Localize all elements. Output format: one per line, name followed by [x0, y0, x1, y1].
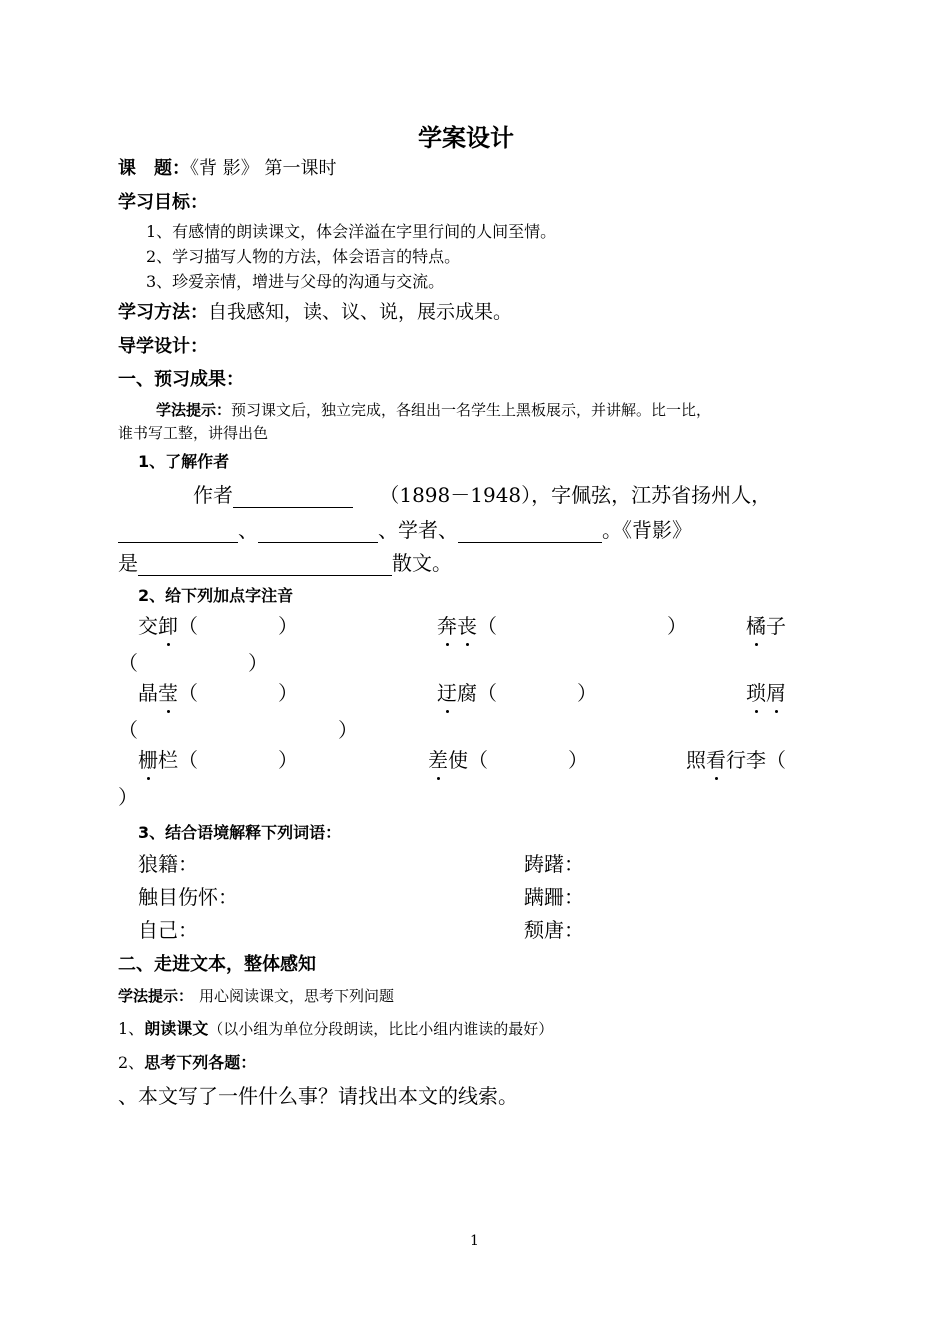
- sep: 、学者、: [378, 518, 458, 542]
- tip-text: 预习课文后，独立完成，各组出一名学生上黑板展示，并讲解。比一比，: [231, 401, 712, 419]
- sub1-heading: 1、了解作者: [138, 452, 230, 471]
- open-paren: （: [178, 748, 198, 772]
- word-char: 腐: [457, 681, 477, 705]
- section2-item1: [118, 1016, 553, 1039]
- answer-space[interactable]: [198, 619, 278, 639]
- pinyin-wrap: [118, 781, 138, 810]
- method-value: 自我感知，读、议、说，展示成果。: [208, 301, 513, 323]
- pinyin-item: [686, 744, 786, 773]
- author-line-3: [118, 547, 452, 576]
- author-name-blank[interactable]: [233, 487, 353, 508]
- term: 踌躇：: [524, 852, 584, 876]
- is-label: 是: [118, 551, 138, 575]
- genre-blank[interactable]: [138, 555, 392, 576]
- word-char: 使: [448, 748, 468, 772]
- pinyin-item: [746, 677, 786, 706]
- word-char: 照: [686, 748, 706, 772]
- answer-space[interactable]: [488, 753, 568, 773]
- item-num: 2、: [118, 1053, 145, 1072]
- method-line: [118, 297, 512, 324]
- section1-heading: 一、预习成果：: [118, 369, 244, 390]
- term: 蹒跚：: [524, 885, 584, 909]
- dotted-char: 丧: [457, 610, 477, 639]
- item-bold: 思考下列各题：: [144, 1053, 257, 1072]
- term: 自己：: [138, 918, 198, 942]
- author-label: 作者: [193, 483, 233, 507]
- open-paren: （: [178, 681, 198, 705]
- tip-label: 学法提示：: [156, 401, 232, 419]
- author-line-1: [193, 479, 771, 508]
- goal-item: 1、有感情的朗读课文，体会洋溢在字里行间的人间至情。: [146, 222, 557, 241]
- dotted-char: 栅: [138, 744, 158, 773]
- pinyin-item: [437, 610, 687, 639]
- open-paren: （: [118, 651, 138, 675]
- word-char: 子: [766, 614, 786, 638]
- term: 触目伤怀：: [138, 885, 238, 909]
- sub2-heading: 2、给下列加点字注音: [138, 586, 294, 605]
- page-number: 1: [470, 1233, 479, 1249]
- answer-space[interactable]: [138, 656, 248, 676]
- pinyin-item: [437, 677, 597, 706]
- section2-tip: [118, 985, 394, 1006]
- open-paren: （: [477, 614, 497, 638]
- word-char: 行李: [726, 748, 766, 772]
- word-char: 交: [138, 614, 158, 638]
- close-paren: ）: [118, 785, 138, 809]
- guide-heading: 导学设计：: [118, 336, 208, 357]
- dotted-char: 卸: [158, 610, 178, 639]
- sep: 、: [238, 518, 258, 542]
- identity-blank-3[interactable]: [458, 522, 602, 543]
- answer-space[interactable]: [138, 723, 338, 743]
- pinyin-item: [746, 610, 786, 639]
- item-num: 1、: [118, 1019, 145, 1038]
- pinyin-item: [138, 610, 298, 639]
- open-paren: （: [178, 614, 198, 638]
- goal-item: 2、学习描写人物的方法，体会语言的特点。: [146, 247, 461, 266]
- section1-tip: [156, 399, 711, 420]
- section2-heading: 二、走进文本，整体感知: [118, 954, 316, 975]
- close-paren: ）: [577, 681, 597, 705]
- close-paren: ）: [667, 614, 687, 638]
- answer-space[interactable]: [497, 619, 667, 639]
- tip-label: 学法提示：: [118, 987, 194, 1005]
- goals-heading: 学习目标：: [118, 192, 208, 213]
- answer-space[interactable]: [497, 686, 577, 706]
- topic-line: [118, 154, 336, 180]
- pinyin-item: [428, 744, 588, 773]
- section1-tip-cont: 谁书写工整，讲得出色: [118, 424, 269, 442]
- item-bold: 朗读课文: [144, 1019, 209, 1038]
- author-info: （1898－1948），字佩弦，江苏省扬州人，: [379, 483, 772, 507]
- page-title: 学案设计: [418, 124, 514, 152]
- close-paren: ）: [338, 718, 358, 742]
- term: 颓唐：: [524, 918, 584, 942]
- pinyin-item: [138, 744, 298, 773]
- sub3-heading: 3、结合语境解释下列词语：: [138, 823, 342, 842]
- answer-space[interactable]: [198, 753, 278, 773]
- open-paren: （: [766, 748, 786, 772]
- dotted-char: 琐: [746, 677, 766, 706]
- close-paren: ）: [568, 748, 588, 772]
- question-text: 、本文写了一件什么事？请找出本文的线索。: [118, 1084, 518, 1108]
- identity-blank-1[interactable]: [118, 522, 238, 543]
- topic-label: 课 题：: [118, 158, 190, 179]
- open-paren: （: [468, 748, 488, 772]
- line2-end: 。《背影》: [602, 518, 692, 542]
- close-paren: ）: [278, 748, 298, 772]
- prose-label: 散文。: [392, 551, 452, 575]
- tip-text: 用心阅读课文，思考下列问题: [199, 987, 395, 1005]
- close-paren: ）: [278, 681, 298, 705]
- open-paren: （: [118, 718, 138, 742]
- author-line-2: [118, 514, 692, 543]
- goal-item: 3、珍爱亲情，增进与父母的沟通与交流。: [146, 272, 445, 291]
- close-paren: ）: [248, 651, 268, 675]
- word-char: 栏: [158, 748, 178, 772]
- pinyin-wrap: [118, 714, 358, 743]
- dotted-char: 莹: [158, 677, 178, 706]
- term: 狼籍：: [138, 852, 198, 876]
- section2-item2: [118, 1050, 256, 1073]
- word-char: 晶: [138, 681, 158, 705]
- answer-space[interactable]: [198, 686, 278, 706]
- dotted-char: 差: [428, 744, 448, 773]
- identity-blank-2[interactable]: [258, 522, 378, 543]
- dotted-char: 迂: [437, 677, 457, 706]
- open-paren: （: [477, 681, 497, 705]
- dotted-char: 屑: [766, 677, 786, 706]
- pinyin-item: [138, 677, 298, 706]
- dotted-char: 看: [706, 744, 726, 773]
- pinyin-wrap: [118, 647, 268, 676]
- dotted-char: 奔: [437, 610, 457, 639]
- item-rest: （以小组为单位分段朗读，比比小组内谁读的最好）: [208, 1020, 554, 1038]
- dotted-char: 橘: [746, 610, 766, 639]
- method-label: 学习方法：: [118, 302, 208, 323]
- close-paren: ）: [278, 614, 298, 638]
- topic-value: 《背 影》 第一课时: [190, 158, 337, 179]
